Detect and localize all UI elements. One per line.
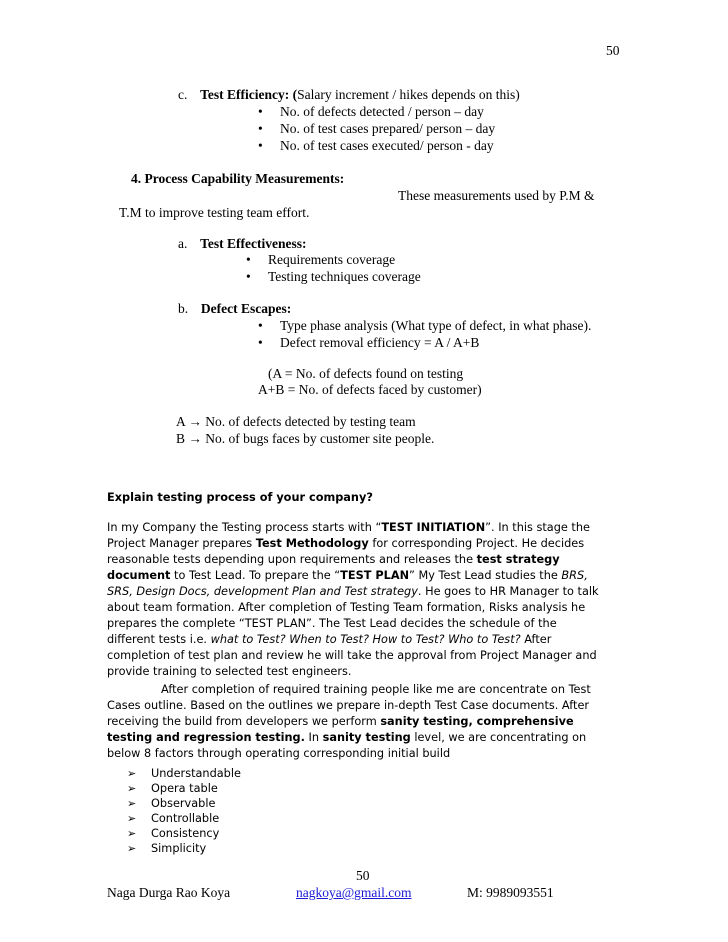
arrowhead-bullet-icon: ➢ bbox=[127, 812, 137, 825]
section-4-heading: 4. Process Capability Measurements: bbox=[131, 171, 345, 186]
legend-a-text: No. of defects detected by testing team bbox=[205, 414, 416, 429]
para1-line: In my Company the Testing process starts with “TEST INITIATION”. In this stage the bbox=[107, 521, 590, 534]
para1-line: document to Test Lead. To prepare the “TEST PLAN” My Test Lead studies the BRS, bbox=[107, 569, 588, 582]
factor-item: ➢ Controllable bbox=[127, 812, 220, 825]
section-a-label: a. bbox=[178, 236, 188, 251]
para1-line: different tests i.e. what to Test? When to Test? How to Test? Who to Test? After bbox=[107, 633, 552, 646]
factor-item: ➢ Observable bbox=[127, 797, 216, 810]
section-b-heading bbox=[178, 301, 291, 317]
section-c-label: c. bbox=[178, 87, 188, 102]
section-b-bullet: • Type phase analysis (What type of defect, in what phase). bbox=[258, 318, 591, 334]
para1-line: about team formation. After completion of Testing Team formation, Risks analysis he bbox=[107, 601, 586, 614]
section-b-bullet: • Defect removal efficiency = A / A+B bbox=[258, 335, 479, 351]
para1-line: completion of test plan and review he will take the approval from Project Manager and bbox=[107, 649, 597, 662]
arrowhead-bullet-icon: ➢ bbox=[127, 842, 137, 855]
para2-line: below 8 factors through operating corresponding initial build bbox=[107, 747, 451, 760]
question-heading: Explain testing process of your company? bbox=[107, 491, 373, 504]
footer-mobile: M: 9989093551 bbox=[467, 885, 554, 900]
section-c-bullet: • No. of test cases prepared/ person – day bbox=[258, 121, 495, 137]
factor-item: ➢ Simplicity bbox=[127, 842, 207, 855]
section-c-bullet: • No. of test cases executed/ person - day bbox=[258, 138, 494, 154]
para1-line: reasonable tests depending upon requirements and releases the test strategy bbox=[107, 553, 560, 566]
section-a-heading bbox=[178, 236, 306, 252]
section-4-text-right: These measurements used by P.M & bbox=[398, 188, 595, 203]
section-a-bullet: • Requirements coverage bbox=[246, 252, 395, 268]
section-b-title: Defect Escapes: bbox=[200, 301, 292, 316]
footer-author: Naga Durga Rao Koya bbox=[107, 885, 231, 900]
section-a-bullet: • Testing techniques coverage bbox=[246, 269, 421, 285]
arrowhead-bullet-icon: ➢ bbox=[127, 827, 137, 840]
section-c-bullet: • No. of defects detected / person – day bbox=[258, 104, 484, 120]
section-c-heading bbox=[178, 87, 520, 103]
para2-line: testing and regression testing. In sanity testing level, we are concentrating on bbox=[107, 731, 587, 744]
factor-item: ➢ Opera table bbox=[127, 782, 218, 795]
factor-item: ➢ Consistency bbox=[127, 827, 220, 840]
para1-line: prepares the complete “TEST PLAN”. The Test Lead decides the schedule of the bbox=[107, 617, 557, 630]
section-a-title: Test Effectiveness: bbox=[200, 236, 307, 251]
legend-b-text: No. of bugs faces by customer site people. bbox=[205, 431, 435, 446]
footer-page-number: 50 bbox=[356, 868, 370, 883]
paragraph-testing-process bbox=[107, 520, 631, 680]
arrowhead-bullet-icon: ➢ bbox=[127, 767, 137, 780]
page-number-top: 50 bbox=[606, 43, 620, 58]
arrow-right-icon: → bbox=[188, 431, 202, 446]
para1-line: provide training to selected test engineers. bbox=[107, 665, 352, 678]
footer-email-link[interactable]: nagkoya@gmail.com bbox=[296, 885, 412, 900]
arrowhead-bullet-icon: ➢ bbox=[127, 797, 137, 810]
legend-a-letter: A bbox=[176, 414, 186, 429]
legend-b bbox=[176, 431, 434, 447]
section-4-text-next: T.M to improve testing team effort. bbox=[119, 205, 310, 220]
legend-b-letter: B bbox=[176, 431, 186, 446]
section-c-title: Test Efficiency: ( bbox=[200, 87, 298, 102]
arrowhead-bullet-icon: ➢ bbox=[127, 782, 137, 795]
para2-line: After completion of required training people like me are concentrate on Test bbox=[161, 683, 591, 696]
section-b-label: b. bbox=[178, 301, 189, 316]
para1-line: Project Manager prepares Test Methodology for corresponding Project. He decides bbox=[107, 537, 585, 550]
section-b-note-1: (A = No. of defects found on testing bbox=[268, 366, 464, 381]
para1-line: SRS, Design Docs, development Plan and Test strategy. He goes to HR Manager to talk bbox=[107, 585, 599, 598]
para2-line: Cases outline. Based on the outlines we prepare in-depth Test Case documents. After bbox=[107, 699, 590, 712]
factor-item: ➢ Understandable bbox=[127, 767, 241, 780]
section-c-note: Salary increment / hikes depends on this) bbox=[297, 87, 520, 102]
section-b-note-2: A+B = No. of defects faced by customer) bbox=[258, 382, 482, 397]
para2-line: receiving the build from developers we perform sanity testing, comprehensive bbox=[107, 715, 574, 728]
paragraph-training bbox=[107, 682, 631, 762]
arrow-right-icon: → bbox=[188, 414, 202, 429]
legend-a bbox=[176, 414, 416, 430]
